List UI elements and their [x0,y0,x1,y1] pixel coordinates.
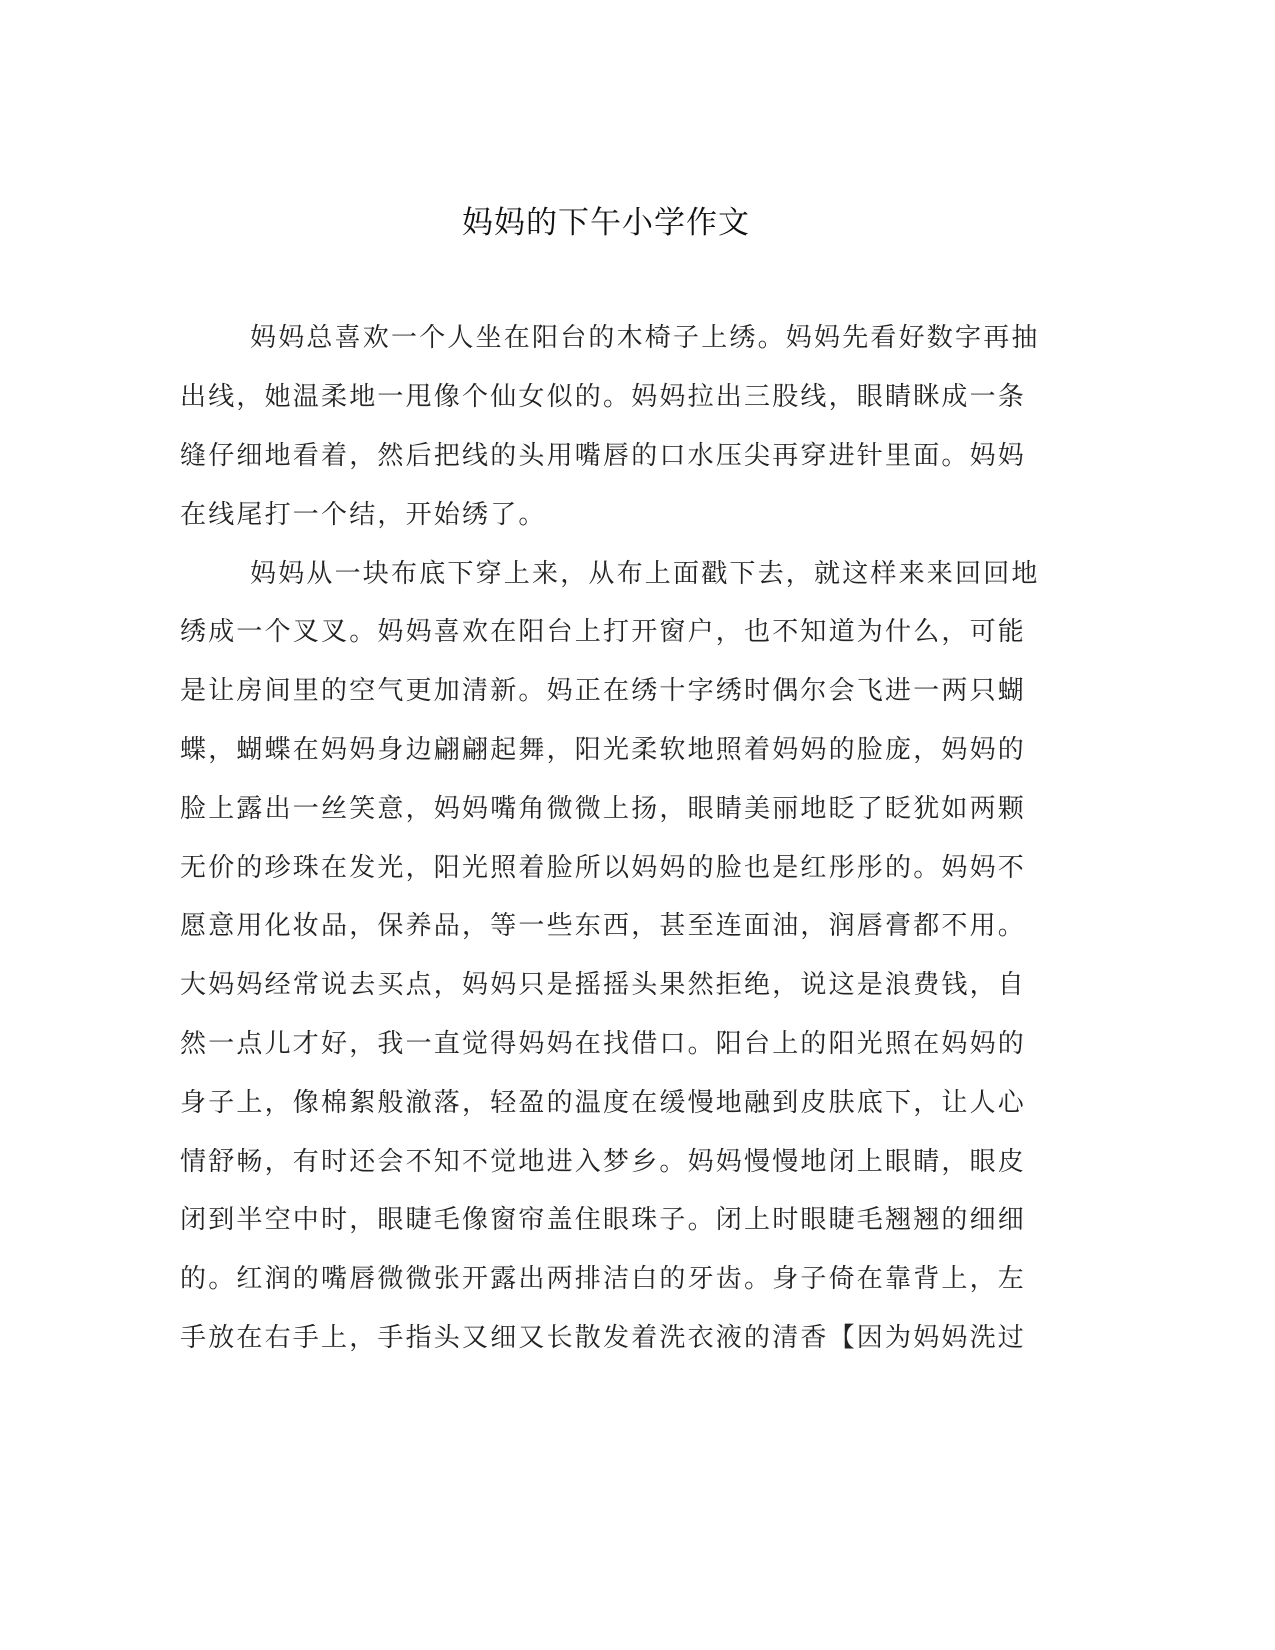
text-line: 身子上，像棉絮般澈落，轻盈的温度在缓慢地融到皮肤底下，让人心 [180,1088,1027,1118]
text-line: 是让房间里的空气更加清新。妈正在绣十字绣时偶尔会飞进一两只蝴 [180,676,1027,706]
text-line: 出线，她温柔地一甩像个仙女似的。妈妈拉出三股线，眼睛眯成一条 [180,382,1027,412]
text-line: 绣成一个叉叉。妈妈喜欢在阳台上打开窗户，也不知道为什么，可能 [180,617,1027,647]
page-title: 妈妈的下午小学作文 [462,205,750,241]
text-line: 愿意用化妆品，保养品，等一些东西，甚至连面油，润唇膏都不用。 [180,911,1027,941]
text-line: 手放在右手上，手指头又细又长散发着洗衣液的清香【因为妈妈洗过 [180,1323,1027,1353]
text-line: 的。红润的嘴唇微微张开露出两排洁白的牙齿。身子倚在靠背上，左 [180,1264,1027,1294]
text-line: 情舒畅，有时还会不知不觉地进入梦乡。妈妈慢慢地闭上眼睛，眼皮 [180,1147,1027,1177]
text-line: 闭到半空中时，眼睫毛像窗帘盖住眼珠子。闭上时眼睫毛翘翘的细细 [180,1205,1027,1235]
text-line: 缝仔细地看着，然后把线的头用嘴唇的口水压尖再穿进针里面。妈妈 [180,441,1027,471]
text-line: 然一点儿才好，我一直觉得妈妈在找借口。阳台上的阳光照在妈妈的 [180,1029,1027,1059]
text-line: 脸上露出一丝笑意，妈妈嘴角微微上扬，眼睛美丽地眨了眨犹如两颗 [180,794,1027,824]
text-line: 在线尾打一个结，开始绣了。 [180,500,547,530]
text-line: 无价的珍珠在发光，阳光照着脸所以妈妈的脸也是红彤彤的。妈妈不 [180,853,1027,883]
text-line: 妈妈从一块布底下穿上来，从布上面戳下去，就这样来来回回地 [250,559,1040,589]
text-line: 大妈妈经常说去买点，妈妈只是摇摇头果然拒绝，说这是浪费钱，自 [180,970,1027,1000]
text-line: 蝶，蝴蝶在妈妈身边翩翩起舞，阳光柔软地照着妈妈的脸庞，妈妈的 [180,735,1027,765]
text-line: 妈妈总喜欢一个人坐在阳台的木椅子上绣。妈妈先看好数字再抽 [250,323,1040,353]
